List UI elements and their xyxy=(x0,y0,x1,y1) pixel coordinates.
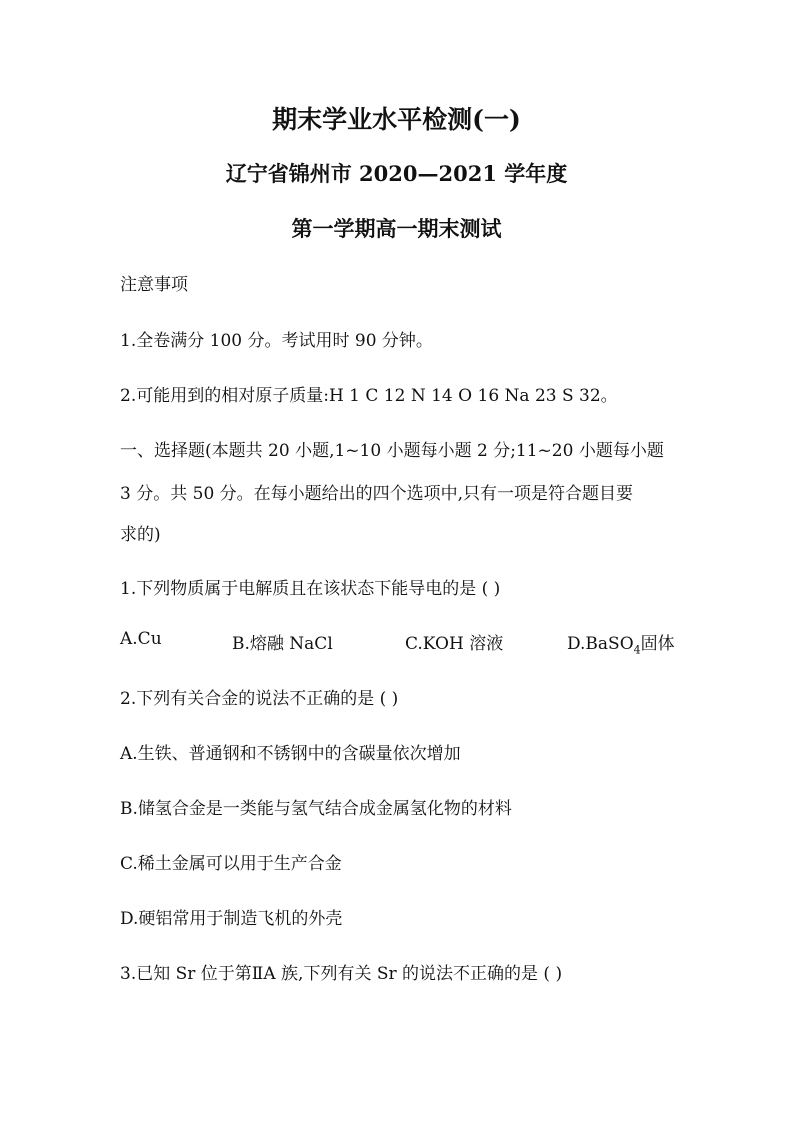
notes-heading: 注意事项 xyxy=(120,275,188,295)
question-1-option-a: A.Cu xyxy=(120,629,162,649)
question-1-stem: 1.下列物质属于电解质且在该状态下能导电的是 ( ) xyxy=(120,579,501,599)
exam-title: 期末学业水平检测(一) xyxy=(272,105,521,134)
note-item-1: 1.全卷满分 100 分。考试用时 90 分钟。 xyxy=(120,331,433,351)
section-intro-line-3: 求的) xyxy=(120,525,161,545)
exam-subtitle-term: 第一学期高一期末测试 xyxy=(291,216,502,241)
question-3-stem: 3.已知 Sr 位于第ⅡA 族,下列有关 Sr 的说法不正确的是 ( ) xyxy=(120,964,563,984)
exam-subtitle-region-year: 辽宁省锦州市 2020—2021 学年度 xyxy=(225,161,568,186)
option-d-subscript: 4 xyxy=(633,643,641,657)
question-1-option-b: B.熔融 NaCl xyxy=(232,634,333,654)
question-1-option-d xyxy=(567,629,675,656)
question-2-option-b: B.储氢合金是一类能与氢气结合成金属氢化物的材料 xyxy=(120,799,512,819)
section-intro-line-2: 3 分。共 50 分。在每小题给出的四个选项中,只有一项是符合题目要 xyxy=(120,484,634,504)
option-d-state: 固体 xyxy=(640,634,675,654)
question-2-option-c: C.稀土金属可以用于生产合金 xyxy=(120,854,342,874)
question-1-option-c: C.KOH 溶液 xyxy=(405,634,504,654)
question-2-option-d: D.硬铝常用于制造飞机的外壳 xyxy=(120,909,343,929)
option-d-formula: D.BaSO xyxy=(567,634,634,654)
question-2-stem: 2.下列有关合金的说法不正确的是 ( ) xyxy=(120,689,399,709)
question-2-option-a: A.生铁、普通钢和不锈钢中的含碳量依次增加 xyxy=(120,744,461,764)
section-intro-line-1: 一、选择题(本题共 20 小题,1~10 小题每小题 2 分;11~20 小题每小题 xyxy=(120,441,664,461)
note-item-2: 2.可能用到的相对原子质量:H 1 C 12 N 14 O 16 Na 23 S 32。 xyxy=(120,386,618,406)
